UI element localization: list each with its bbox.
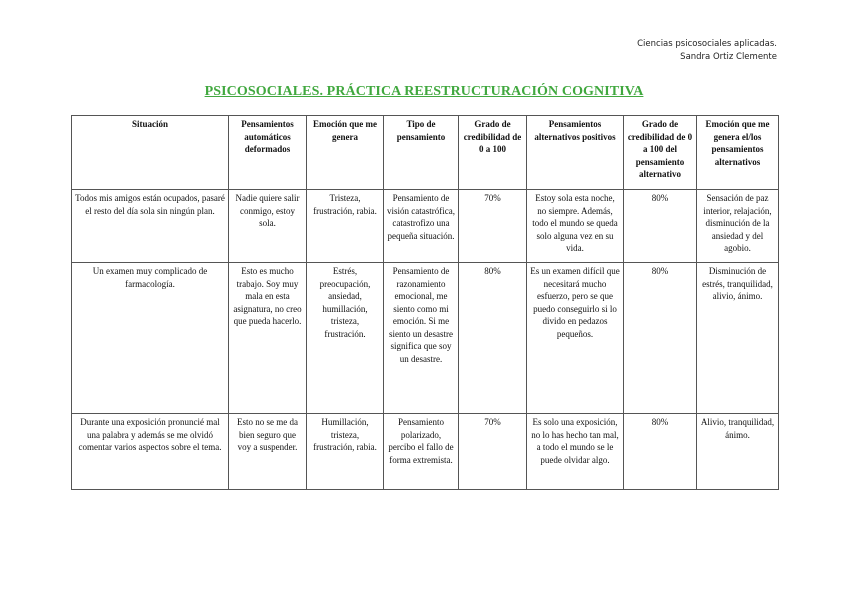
- column-header: Grado de credibilidad de 0 a 100: [459, 116, 527, 190]
- table-row: [72, 414, 779, 490]
- credibility-cell: 80%: [459, 263, 527, 414]
- automatic-thoughts-cell: Esto es mucho trabajo. Soy muy mala en esta asignatura, no creo que pueda hacerlo.: [229, 263, 307, 414]
- thought-type-cell: Pensamiento de visión catastrófica, catastrofizo una pequeña situación.: [384, 190, 459, 263]
- alternative-emotion-cell: Sensación de paz interior, relajación, disminución de la ansiedad y del agobio.: [697, 190, 779, 263]
- column-header: Emoción que me genera: [307, 116, 384, 190]
- alternative-credibility-cell: 80%: [624, 414, 697, 490]
- column-header: Pensamientos alternativos positivos: [527, 116, 624, 190]
- credibility-cell: 70%: [459, 190, 527, 263]
- situation-cell: Durante una exposición pronuncié mal una palabra y además se me olvidó comentar varios aspectos sobre el tema.: [72, 414, 229, 490]
- thought-type-cell: Pensamiento de razonamiento emocional, me siento como mi emoción. Si me siento un desastre significa que soy un desastre.: [384, 263, 459, 414]
- situation-cell: Un examen muy complicado de farmacología.: [72, 263, 229, 414]
- page-title: PSICOSOCIALES. PRÁCTICA REESTRUCTURACIÓN COGNITIVA: [204, 84, 644, 99]
- credibility-cell: 70%: [459, 414, 527, 490]
- column-header: Tipo de pensamiento: [384, 116, 459, 190]
- author-name: Sandra Ortiz Clemente: [680, 52, 777, 62]
- automatic-thoughts-cell: Esto no se me da bien seguro que voy a suspender.: [229, 414, 307, 490]
- alternative-credibility-cell: 80%: [624, 263, 697, 414]
- alternative-thoughts-cell: Es un examen difícil que necesitará mucho esfuerzo, pero se que puedo conseguirlo si lo divido en pedazos pequeños.: [527, 263, 624, 414]
- emotion-cell: Estrés, preocupación, ansiedad, humillación, tristeza, frustración.: [307, 263, 384, 414]
- table-row: [72, 190, 779, 263]
- table-header-row: [72, 116, 779, 190]
- emotion-cell: Tristeza, frustración, rabia.: [307, 190, 384, 263]
- thought-type-cell: Pensamiento polarizado, percibo el fallo de forma extremista.: [384, 414, 459, 490]
- column-header: Situación: [72, 116, 229, 190]
- alternative-thoughts-cell: Es solo una exposición, no lo has hecho tan mal, a todo el mundo se le puede olvidar algo.: [527, 414, 624, 490]
- column-header: Emoción que me genera el/los pensamientos alternativos: [697, 116, 779, 190]
- automatic-thoughts-cell: Nadie quiere salir conmigo, estoy sola.: [229, 190, 307, 263]
- cognitive-restructuring-table: [71, 115, 779, 490]
- column-header: Grado de credibilidad de 0 a 100 del pensamiento alternativo: [624, 116, 697, 190]
- column-header: Pensamientos automáticos deformados: [229, 116, 307, 190]
- alternative-credibility-cell: 80%: [624, 190, 697, 263]
- emotion-cell: Humillación, tristeza, frustración, rabia.: [307, 414, 384, 490]
- alternative-emotion-cell: Alivio, tranquilidad, ánimo.: [697, 414, 779, 490]
- alternative-thoughts-cell: Estoy sola esta noche, no siempre. Además, todo el mundo se queda solo alguna vez en su vida.: [527, 190, 624, 263]
- course-name: Ciencias psicosociales aplicadas.: [637, 39, 777, 49]
- table-row: [72, 263, 779, 414]
- document-header: [637, 38, 777, 64]
- alternative-emotion-cell: Disminución de estrés, tranquilidad, alivio, ánimo.: [697, 263, 779, 414]
- situation-cell: Todos mis amigos están ocupados, pasaré el resto del día sola sin ningún plan.: [72, 190, 229, 263]
